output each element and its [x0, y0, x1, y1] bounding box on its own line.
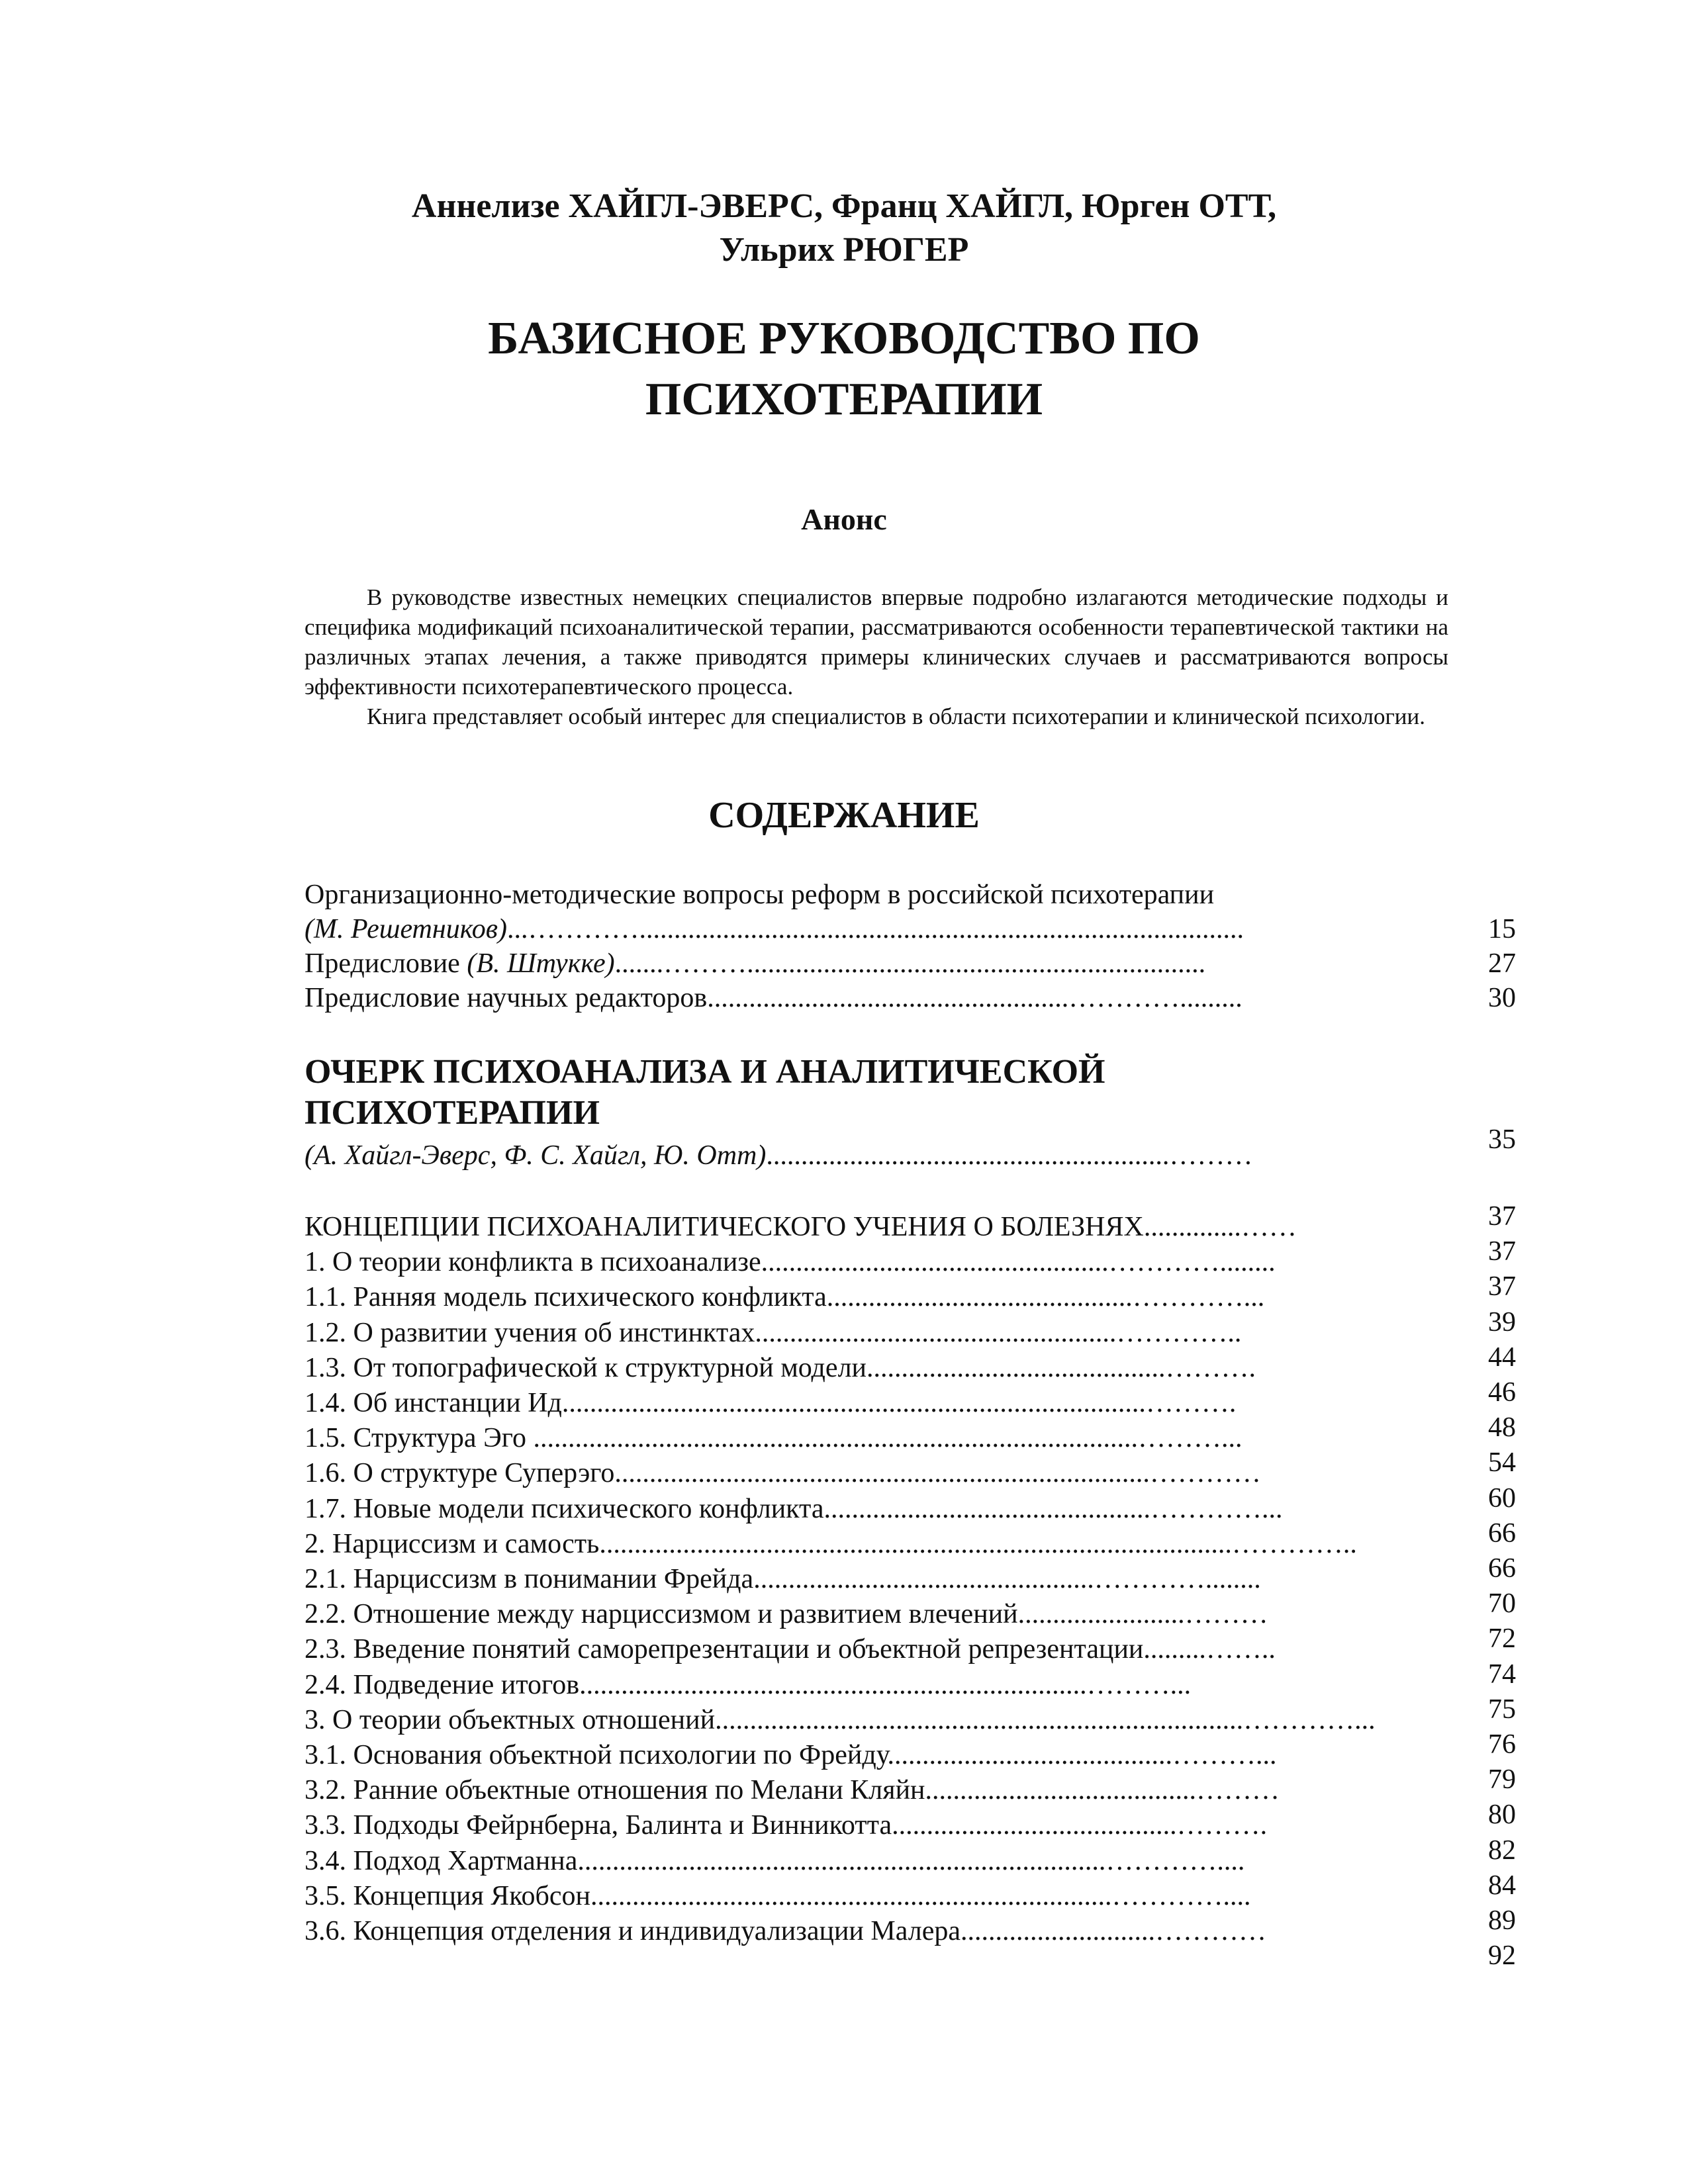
toc-entry-text: Предисловие научных редакторов: [305, 983, 708, 1013]
toc-leader-dots: .........................................……….: [892, 1810, 1268, 1841]
toc-leader-dots: ...………….......................................................................................: [506, 914, 1244, 944]
toc-leader-dots: .............................................................................…………: [614, 1458, 1261, 1489]
toc-leader-dots: .........................................................................………...: [579, 1669, 1192, 1700]
toc-entry[interactable]: [305, 1280, 1264, 1314]
toc-heading: СОДЕРЖАНИЕ: [708, 795, 980, 836]
toc-entry-text: Предисловие: [305, 948, 467, 979]
section-title-line-1[interactable]: ОЧЕРК ПСИХОАНАЛИЗА И АНАЛИТИЧЕСКОЙ: [305, 1053, 1105, 1091]
toc-entry-text: 2. Нарциссизм и самость: [305, 1528, 600, 1559]
toc-entry-text: 3.2. Ранние объектные отношения по Мелани Кляйн: [305, 1775, 925, 1806]
toc-entry[interactable]: [305, 1879, 1251, 1913]
toc-leader-dots: ............................................................................…………...: [715, 1704, 1376, 1735]
toc-page-number: 79: [1488, 1764, 1516, 1796]
toc-entry[interactable]: [305, 1421, 1242, 1455]
toc-page-number: 46: [1488, 1377, 1516, 1408]
toc-entry[interactable]: [305, 1668, 1191, 1702]
toc-leader-dots: ..................................................…………........: [761, 1247, 1276, 1278]
toc-leader-dots: ...........................................................................................…………..: [599, 1528, 1357, 1559]
book-title-line-2: ПСИХОТЕРАПИИ: [645, 374, 1043, 425]
announcement-heading: Анонс: [801, 502, 887, 536]
toc-entry-author: (В. Штукке): [467, 948, 615, 979]
toc-entry[interactable]: [305, 1245, 1276, 1279]
toc-entry[interactable]: [305, 1844, 1244, 1878]
toc-entry[interactable]: [305, 1597, 1268, 1631]
toc-page-number: 92: [1488, 1940, 1516, 1972]
toc-page-number: 35: [1488, 1124, 1516, 1155]
toc-entry-author: (М. Решетников): [305, 914, 507, 944]
toc-entry-text: 1.3. От топографической к структурной модели: [305, 1352, 867, 1383]
toc-entry-intro-2[interactable]: [305, 946, 1205, 981]
toc-entry-intro-1-author[interactable]: [305, 912, 1244, 946]
toc-page-number: 30: [1488, 983, 1516, 1013]
toc-page-number: 15: [1488, 914, 1516, 944]
toc-entry-text: 3. О теории объектных отношений: [305, 1704, 716, 1735]
section-authors[interactable]: [305, 1138, 1252, 1173]
toc-leader-dots: ...........................................................................…………....: [590, 1880, 1251, 1911]
toc-entry-author: (А. Хайгл-Эверс, Ф. С. Хайгл, Ю. Отт): [305, 1140, 767, 1171]
toc-entry-text: 1.2. О развитии учения об инстинктах: [305, 1317, 755, 1348]
toc-entry[interactable]: [305, 1914, 1266, 1948]
toc-page-number: 66: [1488, 1518, 1516, 1549]
toc-leader-dots: ...............................................…………...: [823, 1493, 1283, 1524]
toc-leader-dots: ............................…………: [961, 1916, 1266, 1946]
toc-leader-dots: ............................................…………...: [826, 1282, 1265, 1313]
toc-entry[interactable]: [305, 1210, 1297, 1244]
toc-entry-intro-3[interactable]: [305, 981, 1243, 1015]
toc-page-number: 74: [1488, 1659, 1516, 1690]
toc-entry[interactable]: [305, 1492, 1283, 1526]
toc-entry[interactable]: [305, 1351, 1256, 1385]
toc-entry-text: 2.3. Введение понятий саморепрезентации и объектной репрезентации: [305, 1634, 1144, 1665]
toc-entry-text: 3.4. Подход Хартманна: [305, 1845, 578, 1876]
toc-page-number: 72: [1488, 1623, 1516, 1655]
toc-leader-dots: ....................................................………….........: [707, 983, 1243, 1013]
toc-entry-text: 3.5. Концепция Якобсон: [305, 1880, 591, 1911]
toc-page-number: 76: [1488, 1729, 1516, 1760]
toc-leader-dots: ....................................................…………..: [755, 1317, 1242, 1348]
toc-leader-dots: ..............……: [1143, 1212, 1297, 1242]
toc-entry-text: 1.1. Ранняя модель психического конфликта: [305, 1282, 827, 1313]
toc-leader-dots: ............................................................................…………....: [577, 1845, 1245, 1876]
toc-entry-text: 2.2. Отношение между нарциссизмом и развитием влечений: [305, 1599, 1018, 1630]
toc-leader-dots: .......………..................................................................: [614, 948, 1206, 979]
toc-leader-dots: ..........................................................………: [766, 1140, 1253, 1171]
authors-line-1: Аннелизе ХАЙГЛ-ЭВЕРС, Франц ХАЙГЛ, Юрген ОТТ,: [411, 187, 1277, 225]
toc-page-number: 75: [1488, 1694, 1516, 1725]
toc-entry[interactable]: [305, 1808, 1267, 1843]
toc-page-number: 37: [1488, 1201, 1516, 1232]
toc-leader-dots: .........……..: [1143, 1634, 1276, 1665]
toc-entry-text: 1.4. Об инстанции Ид: [305, 1388, 562, 1418]
toc-entry[interactable]: [305, 1773, 1280, 1807]
toc-page-number: 37: [1488, 1236, 1516, 1267]
book-title-line-1: БАЗИСНОЕ РУКОВОДСТВО ПО: [488, 313, 1200, 364]
toc-page-number: 84: [1488, 1870, 1516, 1901]
toc-entry-text: 1. О теории конфликта в психоанализе: [305, 1247, 761, 1278]
toc-page-number: 89: [1488, 1905, 1516, 1936]
toc-entry[interactable]: [305, 1703, 1376, 1737]
toc-leader-dots: .................................................…………........: [753, 1564, 1261, 1594]
toc-leader-dots: ....................................................................................……….: [561, 1388, 1237, 1418]
toc-entry[interactable]: [305, 1316, 1241, 1350]
toc-page-number: 44: [1488, 1342, 1516, 1373]
toc-entry[interactable]: [305, 1562, 1261, 1596]
toc-entry[interactable]: [305, 1386, 1236, 1420]
toc-entry-text: 3.1. Основания объектной психологии по Фрейду: [305, 1740, 888, 1770]
authors-line-2: Ульрих РЮГЕР: [719, 231, 969, 269]
toc-entry-text: 3.6. Концепция отделения и индивидуализации Малера: [305, 1916, 961, 1946]
toc-leader-dots: .......................................................................................………...: [533, 1423, 1243, 1454]
toc-page-number: 39: [1488, 1306, 1516, 1338]
toc-page-number: 27: [1488, 948, 1516, 979]
toc-entry-text: 1.7. Новые модели психического конфликта: [305, 1493, 824, 1524]
toc-leader-dots: ........................………: [1017, 1599, 1268, 1630]
toc-page-number: 66: [1488, 1553, 1516, 1584]
announcement-paragraph-2: [305, 702, 1448, 731]
toc-page-number: 37: [1488, 1271, 1516, 1302]
toc-page-number: 82: [1488, 1835, 1516, 1866]
toc-entry-text: 1.5. Структура Эго: [305, 1423, 534, 1454]
toc-leader-dots: .........................................………...: [887, 1740, 1277, 1770]
announcement-paragraph-1: [305, 582, 1448, 702]
toc-leader-dots: .......................................………: [925, 1775, 1280, 1806]
section-title-line-2[interactable]: ПСИХОТЕРАПИИ: [305, 1094, 600, 1132]
toc-entry-text: 2.1. Нарциссизм в понимании Фрейда: [305, 1564, 754, 1594]
toc-entry[interactable]: [305, 1456, 1261, 1490]
toc-entry-text: 2.4. Подведение итогов: [305, 1669, 580, 1700]
toc-entry-text: 1.6. О структуре Суперэго: [305, 1458, 615, 1489]
announcement-paragraph-1-text: В руководстве известных немецких специалистов впервые подробно излагаются методические подходы и специфика модификаций психоаналитической терапии, рассматриваются особенности терапевтической тактики на различных этапах лечения, а также приводятся примеры клинических случаев и рассматриваются вопросы эффективности психотерапевтического процесса.: [305, 584, 1448, 700]
toc-entry[interactable]: [305, 1632, 1276, 1666]
toc-page-number: 70: [1488, 1588, 1516, 1619]
toc-entry-text: 3.3. Подходы Фейрнберна, Балинта и Винникотта: [305, 1810, 892, 1841]
toc-page-number: 48: [1488, 1412, 1516, 1443]
toc-entry-intro-1[interactable]: [305, 878, 1214, 912]
announcement-paragraph-2-text: Книга представляет особый интерес для специалистов в области психотерапии и клинической психологии.: [367, 704, 1426, 729]
toc-entry[interactable]: [305, 1527, 1357, 1561]
toc-entry-text: Организационно-методические вопросы реформ в российской психотерапии: [305, 880, 1215, 910]
toc-page-number: 60: [1488, 1482, 1516, 1514]
toc-leader-dots: ...........................................……….: [867, 1352, 1256, 1383]
toc-page-number: 80: [1488, 1799, 1516, 1831]
toc-entry[interactable]: [305, 1738, 1277, 1772]
toc-page-number: 54: [1488, 1447, 1516, 1479]
toc-entry-text: КОНЦЕПЦИИ ПСИХОАНАЛИТИЧЕСКОГО УЧЕНИЯ О БОЛЕЗНЯХ: [305, 1212, 1144, 1242]
